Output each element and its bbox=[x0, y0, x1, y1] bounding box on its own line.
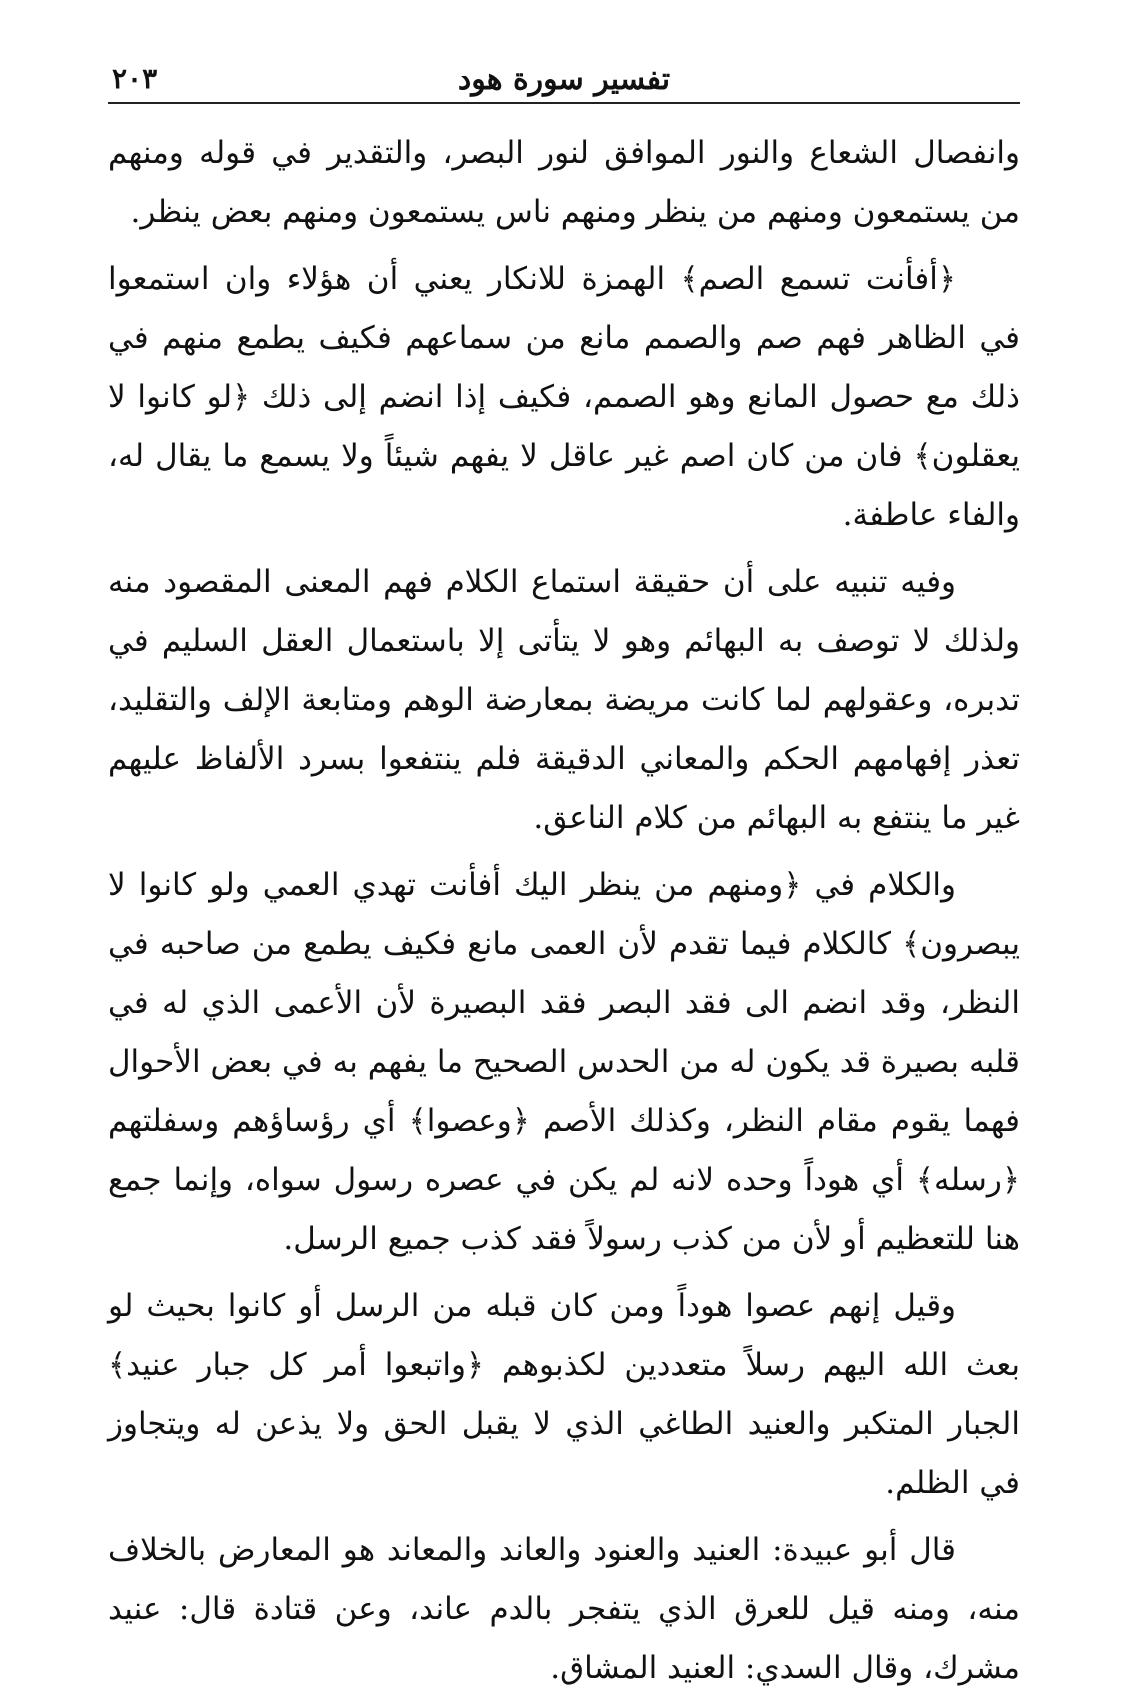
paragraph-2: ﴿أفأنت تسمع الصم﴾ الهمزة للانكار يعني أن هؤلاء وان استمعوا في الظاهر فهم صم والصمم مانع من سماعهم فكيف يطمع منهم في ذلك مع حصول المانع وهو الصمم، فكيف إذا انضم إلى ذلك ﴿لو كانوا لا يعقلون﴾ فان من كان اصم غير عاقل لا يفهم شيئاً ولا يسمع ما يقال له، والفاء عاطفة. bbox=[108, 261, 1020, 533]
paragraph-6: قال أبو عبيدة: العنيد والعنود والعاند والمعاند هو المعارض بالخلاف منه، ومنه قيل للعرق الذي يتفجر بالدم عاند، وعن قتادة قال: عنيد مشرك، وقال السدي: العنيد المشاق. bbox=[108, 1532, 1020, 1686]
page-header bbox=[108, 56, 1020, 104]
paragraph-3: وفيه تنبيه على أن حقيقة استماع الكلام فهم المعنى المقصود منه ولذلك لا توصف به البهائم وهو لا يتأتى إلا باستعمال العقل السليم في تدبره، وعقولهم لما كانت مريضة بمعارضة الوهم ومتابعة الإلف والتقليد، تعذر إفهامهم الحكم والمعاني الدقيقة فلم ينتفعوا بسرد الألفاظ عليهم غير ما ينتفع به البهائم من كلام الناعق. bbox=[108, 564, 1021, 836]
paragraph-4: والكلام في ﴿ومنهم من ينظر اليك أفأنت تهدي العمي ولو كانوا لا يبصرون﴾ كالكلام فيما تقدم لأن العمى مانع فكيف يطمع من صاحبه في النظر، وقد انضم الى فقد البصر فقد البصيرة لأن الأعمى الذي له في قلبه بصيرة قد يكون له من الحدس الصحيح ما يفهم به في بعض الأحوال فهما يقوم مقام النظر، وكذلك الأصم ﴿وعصوا﴾ أي رؤساؤهم وسفلتهم ﴿رسله﴾ أي هوداً وحده لانه لم يكن في عصره رسول سواه، وإنما جمع هنا للتعظيم أو لأن من كذب رسولاً فقد كذب جميع الرسل. bbox=[108, 867, 1020, 1257]
document-page bbox=[108, 56, 1021, 1686]
running-title: تفسير سورة هود bbox=[457, 62, 671, 97]
paragraph-1: وانفصال الشعاع والنور الموافق لنور البصر، والتقدير في قوله ومنهم من يستمعون ومنهم من ينظر ومنهم ناس يستمعون ومنهم بعض ينظر. bbox=[108, 135, 1020, 230]
paragraph-5: وقيل إنهم عصوا هوداً ومن كان قبله من الرسل أو كانوا بحيث لو بعث الله اليهم رسلاً متعددين لكذبوهم ﴿واتبعوا أمر كل جبار عنيد﴾ الجبار المتكبر والعنيد الطاغي الذي لا يقبل الحق ولا يذعن له ويتجاوز في الظلم. bbox=[108, 1288, 1020, 1501]
page-number: ٢٠٣ bbox=[112, 62, 158, 95]
body-text bbox=[108, 124, 1020, 1698]
